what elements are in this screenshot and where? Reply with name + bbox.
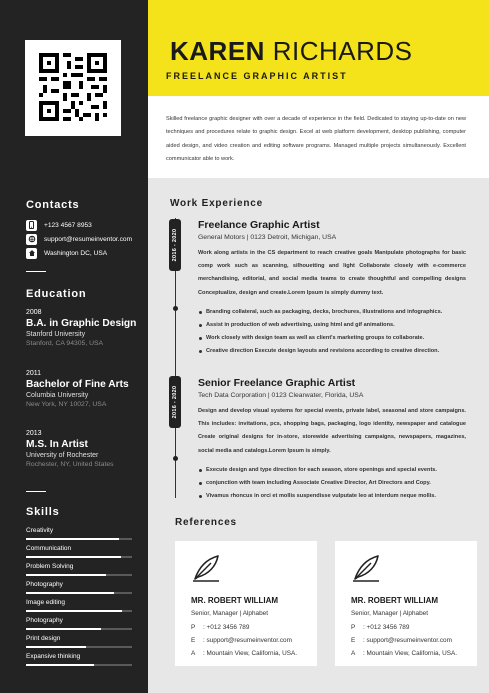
job-role: Freelance Graphic Artist — [198, 219, 320, 231]
work-experience-heading: Work Experience — [170, 198, 263, 209]
job-entry — [198, 377, 466, 503]
skill-label: Creativity — [26, 527, 54, 534]
date-badge-text: 2016 - 2020 — [172, 385, 178, 419]
education-year: 2008 — [26, 309, 42, 316]
reference-address: A : Mountain View, California, USA. — [351, 650, 458, 657]
job-bullets — [198, 464, 466, 504]
skill-bar-fill — [26, 592, 114, 594]
skill-bar-track — [26, 664, 132, 666]
contact-email-text[interactable]: support@resumeinventor.com — [44, 235, 133, 243]
references-heading: References — [175, 517, 237, 528]
skill-label: Photography — [26, 617, 63, 624]
skill-item — [26, 581, 132, 588]
education-item — [26, 309, 144, 347]
skill-item — [26, 653, 132, 660]
education-year: 2011 — [26, 370, 42, 377]
education-heading: Education — [26, 288, 87, 300]
skill-item — [26, 617, 132, 624]
skill-item — [26, 545, 132, 552]
contacts-heading: Contacts — [26, 199, 80, 211]
email-icon — [26, 234, 37, 245]
timeline-dot — [173, 306, 178, 311]
education-school: Columbia University — [26, 392, 89, 399]
reference-name: MR. ROBERT WILLIAM — [351, 596, 439, 605]
skill-bar-fill — [26, 646, 86, 648]
job-bullet: Assist in production of web advertising, using html and gif animations. — [198, 319, 466, 332]
skill-bar-track — [26, 646, 132, 648]
job-description: Design and develop visual systems for special events, private label, seasonal and store campaigns. This includes: invitations, pcs, shopping bags, packaging, logo identity, newspaper and catalogue Create original designs for in-store, storewide advertising campaigns, newspapers, magazines, social media and catalogs.Lorem Ipsum is simply. — [198, 408, 466, 454]
skill-label: Expansive thinking — [26, 653, 81, 660]
contact-phone-text: +123 4567 8953 — [44, 221, 92, 229]
home-icon — [26, 248, 37, 259]
contact-phone — [26, 219, 92, 231]
skill-bar-track — [26, 574, 132, 576]
job-description: Work along artists in the CS department to reach creative goals Manipulate photographs for basic comp work such as scanning, silhouetting and light Collaborate closely with e-commerce merchandising, editorial, and social media teams to create thoughtful and compelling designs Conceptualize, design and create.Lorem Ipsum is simply dummy text. — [198, 250, 466, 296]
job-bullet: Vivamus rhoncus in orci et mollis suspendisse vulputate leo at interdum neque mollis. — [198, 490, 466, 503]
reference-phone: P : +012 3456 789 — [351, 624, 410, 631]
education-school: Stanford University — [26, 331, 86, 338]
reference-name: MR. ROBERT WILLIAM — [191, 596, 279, 605]
contact-address-text: Washington DC, USA — [44, 249, 108, 257]
reference-email[interactable]: E : support@resumeinventor.com — [191, 637, 292, 644]
education-degree: M.S. In Artist — [26, 439, 88, 450]
skill-bar-fill — [26, 574, 106, 576]
date-badge — [169, 376, 181, 428]
education-location: Rochester, NY, United States — [26, 461, 114, 468]
skill-bar-track — [26, 628, 132, 630]
full-name — [170, 36, 412, 67]
phone-icon — [26, 220, 37, 231]
divider — [26, 271, 46, 272]
sidebar — [0, 0, 148, 693]
job-bullet: conjunction with team including Associate Creative Director, Art Directors and Copy. — [198, 477, 466, 490]
skills-heading: Skills — [26, 506, 60, 518]
reference-role: Senior, Manager | Alphabet — [351, 610, 428, 617]
skill-bar-fill — [26, 556, 121, 558]
skill-label: Print design — [26, 635, 61, 642]
quill-icon — [351, 553, 381, 583]
skill-label: Image editing — [26, 599, 66, 606]
reference-address: A : Mountain View, California, USA. — [191, 650, 298, 657]
contact-address — [26, 247, 107, 259]
reference-email[interactable]: E : support@resumeinventor.com — [351, 637, 452, 644]
skill-item — [26, 599, 132, 606]
reference-card — [175, 541, 317, 666]
qr-code — [25, 40, 121, 136]
skill-bar-fill — [26, 664, 94, 666]
last-name: RICHARDS — [272, 36, 413, 66]
skill-bar-track — [26, 592, 132, 594]
profile-summary: Skilled freelance graphic designer with over a decade of experience in the field. Dedicated to staying up-to-date on new techniques and procedures relate to graphic design. Excel at web platform development, desktop publishing, computer aided design, and video creation and editing software programs. Managed multiple projects simultaneously. Excellent communicator able to work. — [166, 116, 466, 163]
education-degree: Bachelor of Fine Arts — [26, 379, 129, 390]
skill-label: Problem Solving — [26, 563, 74, 570]
contact-email[interactable] — [26, 233, 132, 245]
qr-code-icon — [39, 53, 107, 121]
skill-item — [26, 527, 132, 534]
skill-label: Communication — [26, 545, 72, 552]
date-badge — [169, 219, 181, 271]
skill-bar-fill — [26, 610, 122, 612]
education-location: Stanford, CA 94305, USA — [26, 340, 104, 347]
skill-label: Photography — [26, 581, 63, 588]
skill-item — [26, 635, 132, 642]
education-item — [26, 430, 144, 468]
job-bullet: Branding collateral, such as packaging, decks, brochures, illustrations and infographics. — [198, 306, 466, 319]
job-bullet: Work closely with design team as well as client's marketing groups to collaborate. — [198, 332, 466, 345]
education-year: 2013 — [26, 430, 42, 437]
skill-bar-fill — [26, 538, 119, 540]
education-school: University of Rochester — [26, 452, 99, 459]
date-badge-text: 2016 - 2020 — [172, 228, 178, 262]
divider — [26, 491, 46, 492]
education-degree: B.A. in Graphic Design — [26, 318, 137, 329]
skill-bar-track — [26, 556, 132, 558]
job-company: General Motors | 0123 Detroit, Michigan, USA — [198, 234, 337, 241]
education-item — [26, 370, 144, 408]
skill-bar-track — [26, 610, 132, 612]
job-bullet: Creative direction Execute design layouts and revisions according to creative direction. — [198, 345, 466, 358]
job-title: FREELANCE GRAPHIC ARTIST — [166, 71, 348, 81]
reference-phone: P : +012 3456 789 — [191, 624, 250, 631]
skill-bar-track — [26, 538, 132, 540]
job-company: Tech Data Corporation | 0123 Clearwater, Florida, USA — [198, 392, 364, 399]
education-location: New York, NY 10027, USA — [26, 401, 107, 408]
skill-bar-fill — [26, 628, 101, 630]
reference-role: Senior, Manager | Alphabet — [191, 610, 268, 617]
timeline-dot — [173, 456, 178, 461]
reference-card — [335, 541, 477, 666]
quill-icon — [191, 553, 221, 583]
first-name: KAREN — [170, 36, 265, 66]
job-bullets — [198, 306, 466, 359]
skill-item — [26, 563, 132, 570]
job-bullet: Execute design and type direction for each season, store openings and special events. — [198, 464, 466, 477]
job-role: Senior Freelance Graphic Artist — [198, 377, 356, 389]
job-entry — [198, 219, 466, 359]
